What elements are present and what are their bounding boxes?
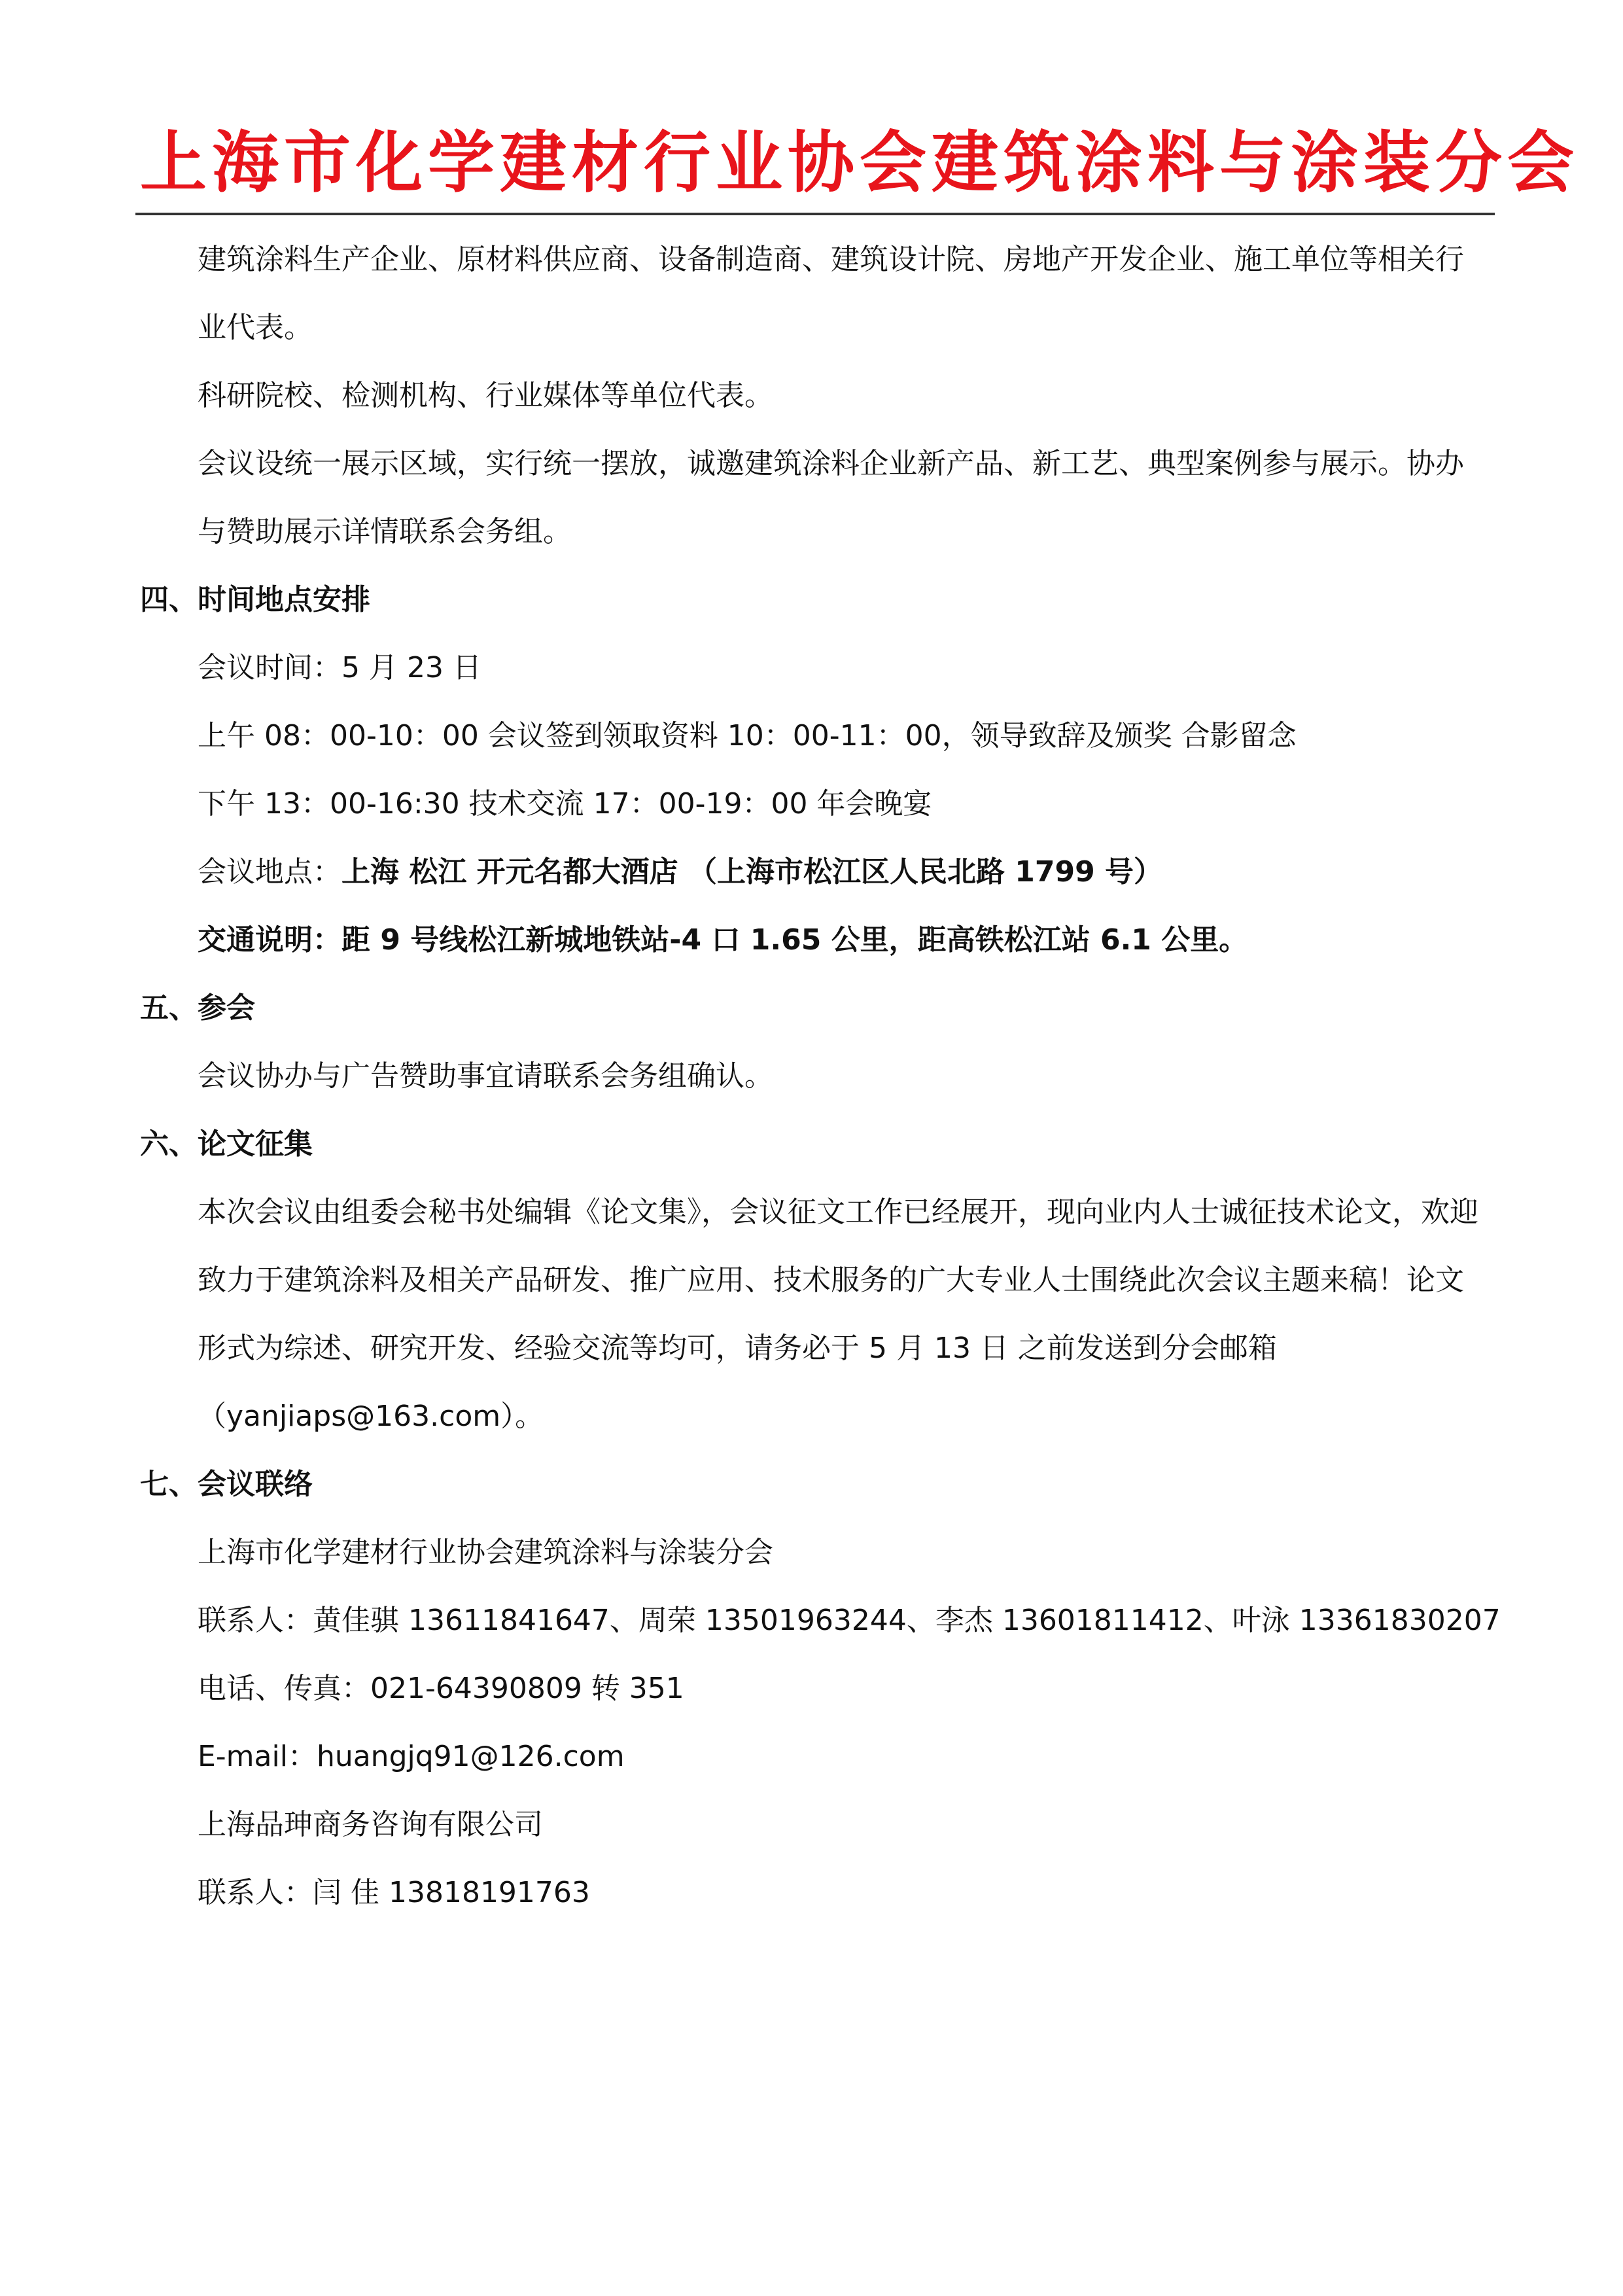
venue-value: 上海 松江 开元名都大酒店 （上海市松江区人民北路 1799 号） xyxy=(341,855,1163,889)
afternoon-schedule: 下午 13：00-16:30 技术交流 17：00-19：00 年会晚宴 xyxy=(198,787,932,821)
papers-text: 本次会议由组委会秘书处编辑《论文集》，会议征文工作已经展开，现向业内人士诚征技术论文，欢迎致力于建筑涂料及相关产品研发、推广应用、技术服务的广大专业人士围绕此次会议主题来稿！论文形式为综述、研究开发、经验交流等均可，请务必于 5 月 13 日 之前发送到分会邮箱（yanjiaps@163.com）。 xyxy=(198,1195,1478,1433)
section-heading-papers: 六、论文征集 xyxy=(140,1127,313,1161)
section-heading-schedule: 四、时间地点安排 xyxy=(140,583,370,616)
traffic-info: 交通说明：距 9 号线松江新城地铁站-4 口 1.65 公里，距高铁松江站 6.1 公里。 xyxy=(198,923,1248,957)
attendance-text: 会议协办与广告赞助事宜请联系会务组确认。 xyxy=(198,1059,773,1093)
morning-schedule: 上午 08：00-10：00 会议签到领取资料 10：00-11：00，领导致辞及颁奖 合影留念 xyxy=(198,719,1297,752)
contact-people-2: 联系人：闫 佳 13818191763 xyxy=(198,1876,590,1909)
participants-paragraph-1: 建筑涂料生产企业、原材料供应商、设备制造商、建筑设计院、房地产开发企业、施工单位等相关行业代表。 xyxy=(198,243,1464,344)
contact-phone: 电话、传真：021-64390809 转 351 xyxy=(198,1672,684,1705)
contact-email: E-mail：huangjq91@126.com xyxy=(198,1740,625,1773)
letterhead-title: 上海市化学建材行业协会建筑涂料与涂装分会 xyxy=(140,124,1579,202)
meeting-venue xyxy=(140,838,1492,906)
meeting-date: 会议时间：5 月 23 日 xyxy=(198,651,481,684)
participants-paragraph-2: 科研院校、检测机构、行业媒体等单位代表。 xyxy=(198,379,773,412)
section-heading-contact: 七、会议联络 xyxy=(140,1468,313,1501)
contact-org-1: 上海市化学建材行业协会建筑涂料与涂装分会 xyxy=(198,1536,773,1569)
contact-org-2: 上海品珅商务咨询有限公司 xyxy=(198,1808,543,1841)
venue-label: 会议地点： xyxy=(198,855,341,889)
letterhead-divider xyxy=(135,213,1495,215)
section-heading-attendance: 五、参会 xyxy=(140,991,255,1025)
exhibition-paragraph: 会议设统一展示区域，实行统一摆放，诚邀建筑涂料企业新产品、新工艺、典型案例参与展示。协办与赞助展示详情联系会务组。 xyxy=(198,447,1464,548)
document-body xyxy=(140,226,1501,1927)
contact-people-1: 联系人：黄佳骐 13611841647、周荣 13501963244、李杰 13601811412、叶泳 13361830207 xyxy=(198,1604,1501,1637)
